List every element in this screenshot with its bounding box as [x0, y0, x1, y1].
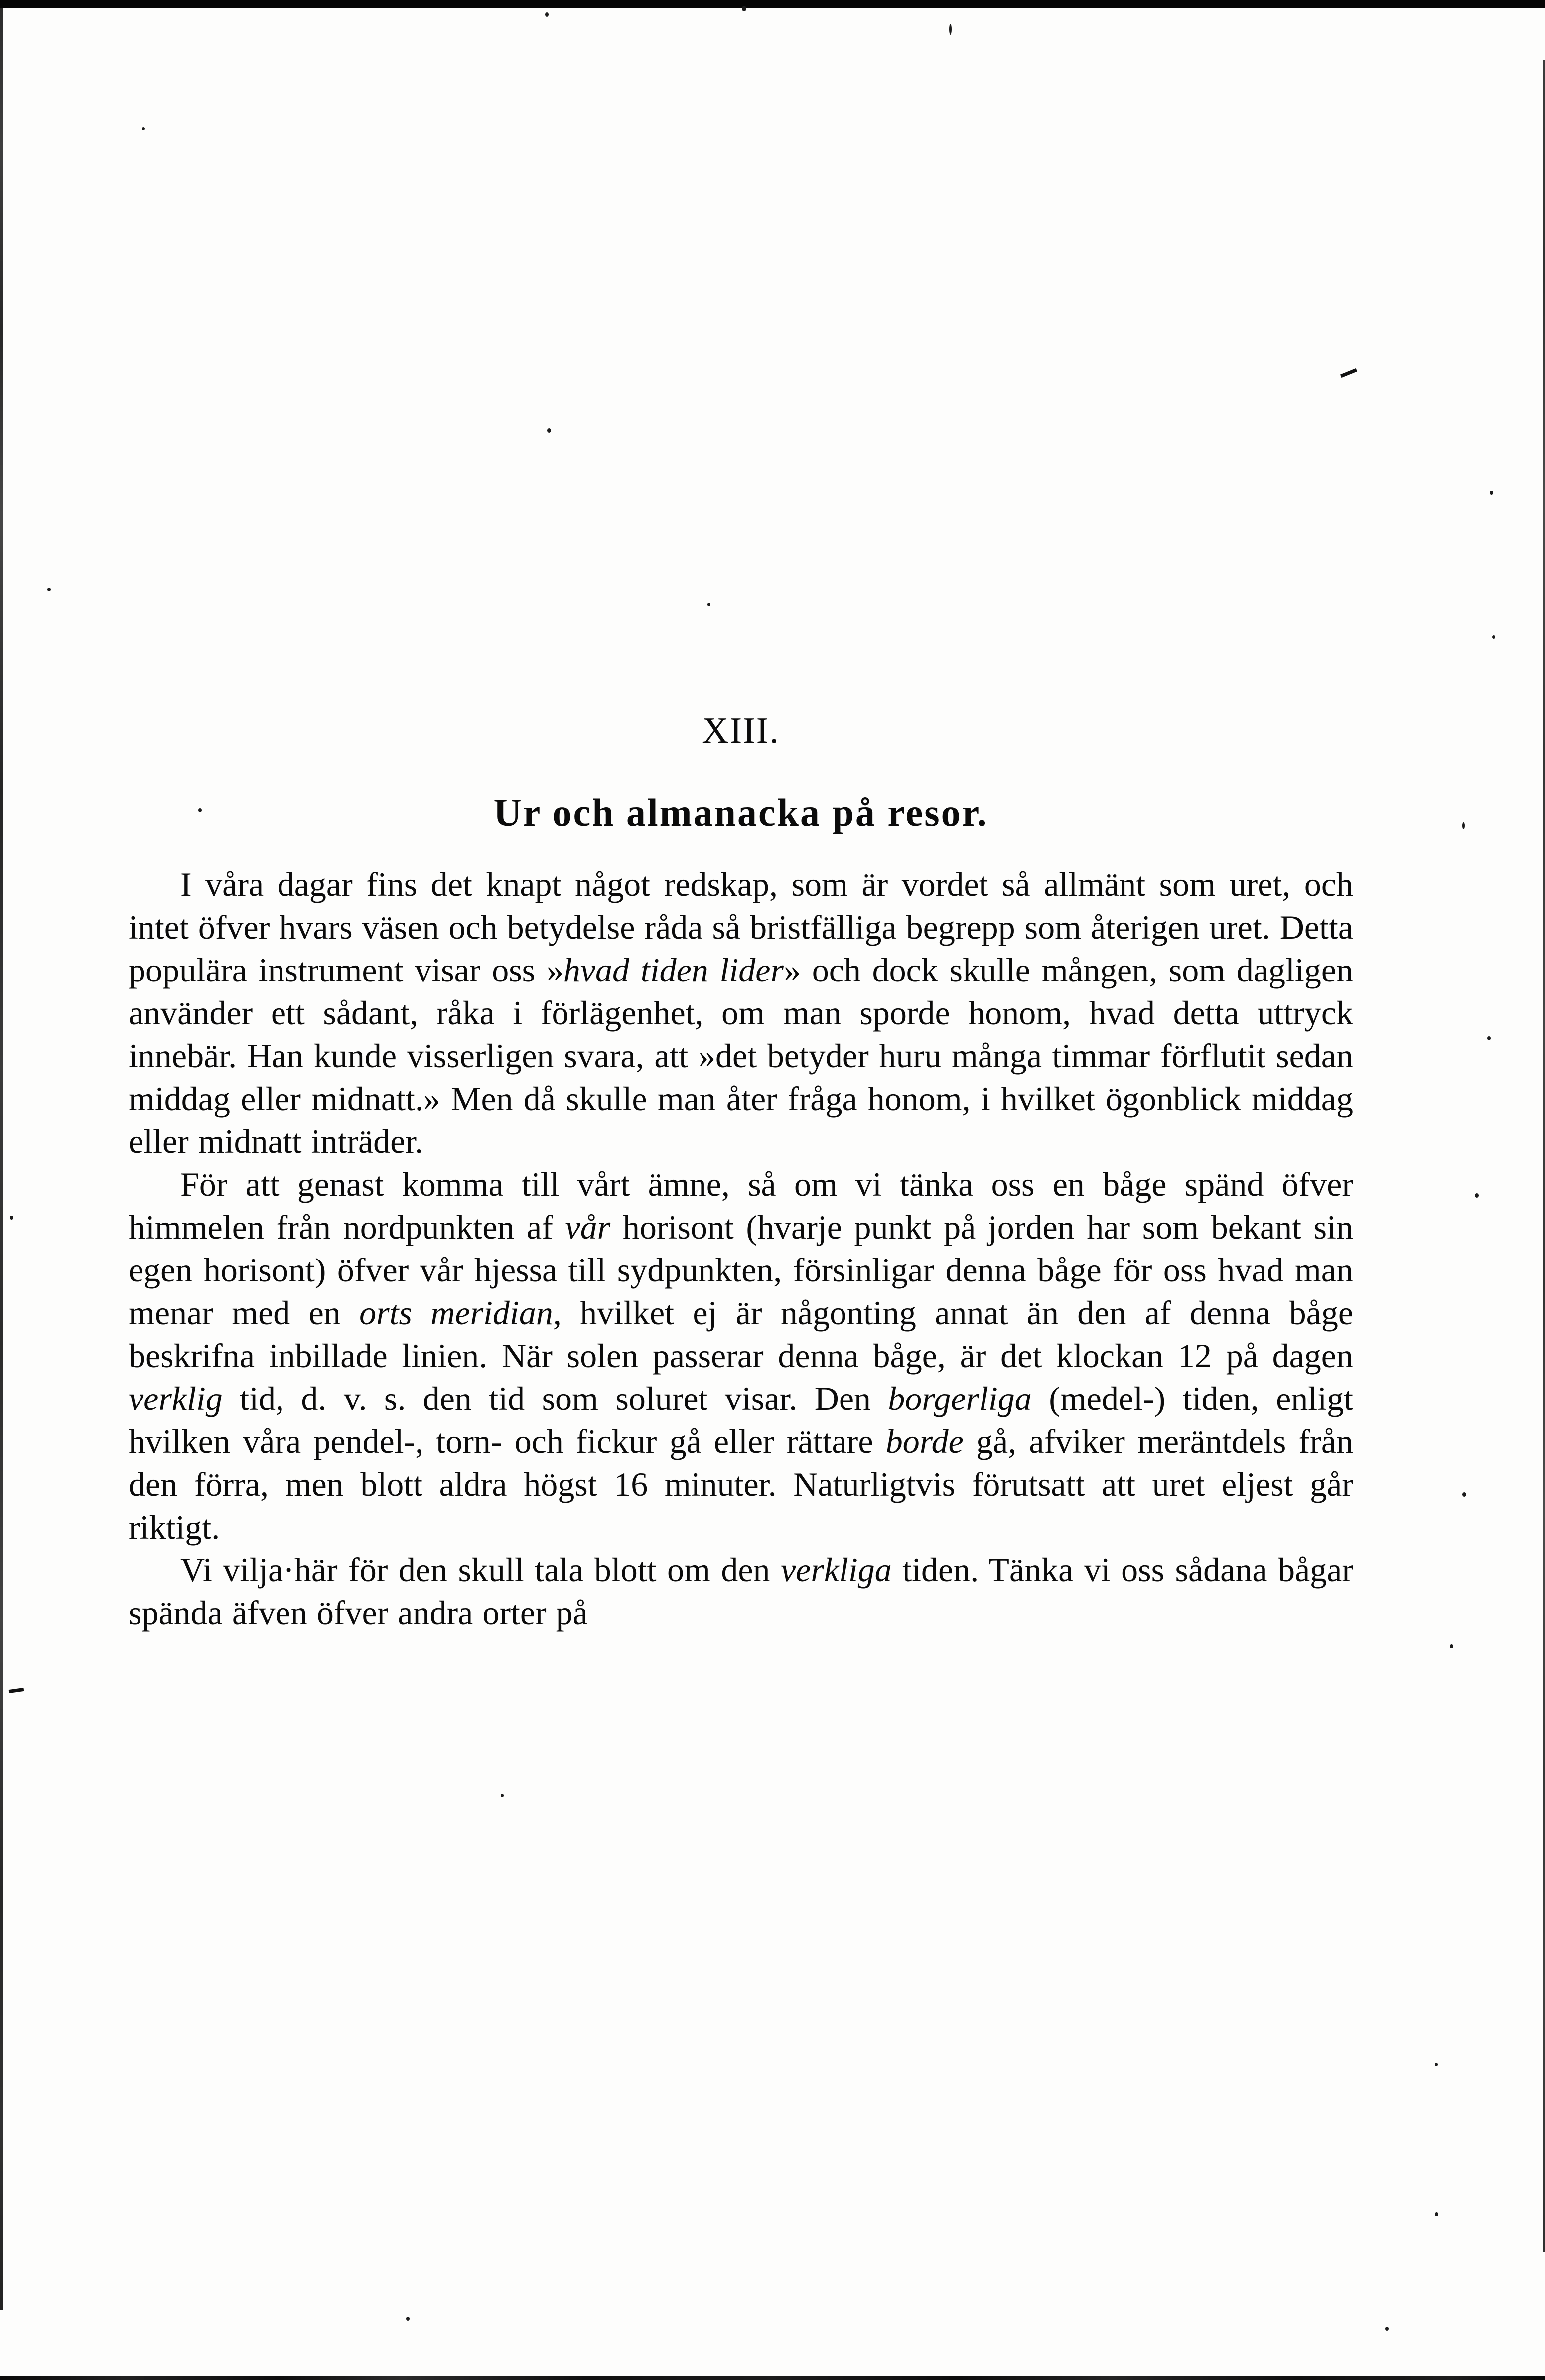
paragraph-2-italic-verklig: verklig: [129, 1380, 223, 1417]
scan-dash-mark: [9, 1688, 24, 1693]
scan-speck: [406, 2317, 410, 2321]
scan-speck: [1490, 491, 1493, 495]
paragraph-2-text-a: För att genast komma till vårt ämne, så om vi tänka oss en båge spänd öfver himmelen från nordpunkten af: [129, 1165, 1353, 1246]
paragraph-2-italic-var: vår: [565, 1208, 611, 1246]
scan-speck: [1435, 2212, 1438, 2216]
paragraph-2-text-d: tid, d. v. s. den tid som soluret visar. Den: [222, 1380, 888, 1417]
paragraph-2: [129, 1163, 1353, 1548]
paragraph-1-italic-hvad-tiden-lider: hvad tiden lider: [563, 951, 784, 989]
scan-dash-mark: [1340, 368, 1357, 378]
scan-speck: [547, 428, 551, 433]
scan-speck: [1462, 822, 1465, 829]
paragraph-2-text-e: (medel-) tiden, enligt hvilken våra pendel-, torn- och fickur gå eller rättare: [129, 1380, 1353, 1460]
paragraph-2-text-b: horisont (hvarje punkt på jorden har som bekant sin egen horisont) öfver vår hjessa till sydpunkten, försinligar denna båge för oss hvad man menar med en: [129, 1208, 1353, 1332]
scan-speck: [1435, 2063, 1438, 2066]
scan-edge-right: [1543, 60, 1545, 2252]
scan-speck: [10, 1216, 13, 1220]
paragraph-1-text-b: » och dock skulle mången, som dagligen använder ett sådant, råka i förlägenhet, om man sporde honom, hvad detta uttryck innebär. Han kunde visserligen svara, att »det betyder huru många timmar förflutit sedan middag eller midnatt.» Men då skulle man åter fråga honom, i hvilket ögonblick middag eller midnatt inträder.: [129, 951, 1353, 1160]
paragraph-3-italic-verkliga: verkliga: [780, 1551, 892, 1589]
paragraph-3: [129, 1548, 1353, 1634]
chapter-title: Ur och almanacka på resor.: [493, 791, 988, 834]
paragraph-2-italic-borgerliga: borgerliga: [888, 1380, 1032, 1417]
paragraph-1: [129, 863, 1353, 1163]
scan-speck: [742, 6, 746, 11]
paragraph-1-text-a: I våra dagar fins det knapt något redskap, som är vordet så allmänt som uret, och intet öfver hvars väsen och betydelse råda så bristfälliga begrepp som återigen uret. Detta populära instrument visar oss »: [129, 865, 1353, 989]
paragraph-2-text-f: gå, afviker meräntdels från den förra, men blott aldra högst 16 minuter. Naturligtvis förutsatt att uret eljest går riktigt.: [129, 1422, 1353, 1546]
page-text-block: [129, 712, 1353, 1634]
scan-speck: [1462, 1492, 1466, 1497]
scan-edge-left: [0, 8, 3, 2310]
scan-speck: [949, 24, 952, 35]
paragraph-3-text-b: tiden. Tänka vi oss sådana bågar spända äfven öfver andra orter på: [129, 1551, 1353, 1632]
scan-speck: [501, 1794, 504, 1797]
scan-speck: [142, 127, 145, 130]
scan-speck: [1487, 1036, 1491, 1040]
paragraph-3-text-a: Vi vilja·här för den skull tala blott om den: [180, 1551, 781, 1589]
scan-speck: [545, 12, 549, 17]
scan-speck: [1475, 1193, 1479, 1198]
paragraph-2-text-c: , hvilket ej är någonting annat än den af denna båge beskrifna inbillade linien. När solen passerar denna båge, är det klockan 12 på dagen: [129, 1294, 1353, 1375]
paragraph-2-italic-orts-meridian: orts meridian: [359, 1294, 553, 1332]
scan-speck: [1450, 1644, 1453, 1648]
scan-speck: [47, 588, 51, 591]
scan-speck: [1385, 2327, 1389, 2331]
scan-edge-top: [0, 0, 1545, 8]
paragraph-2-italic-borde: borde: [885, 1422, 964, 1460]
scan-edge-bottom: [0, 2376, 1545, 2380]
chapter-number: XIII.: [702, 710, 780, 751]
scan-speck: [707, 603, 710, 606]
